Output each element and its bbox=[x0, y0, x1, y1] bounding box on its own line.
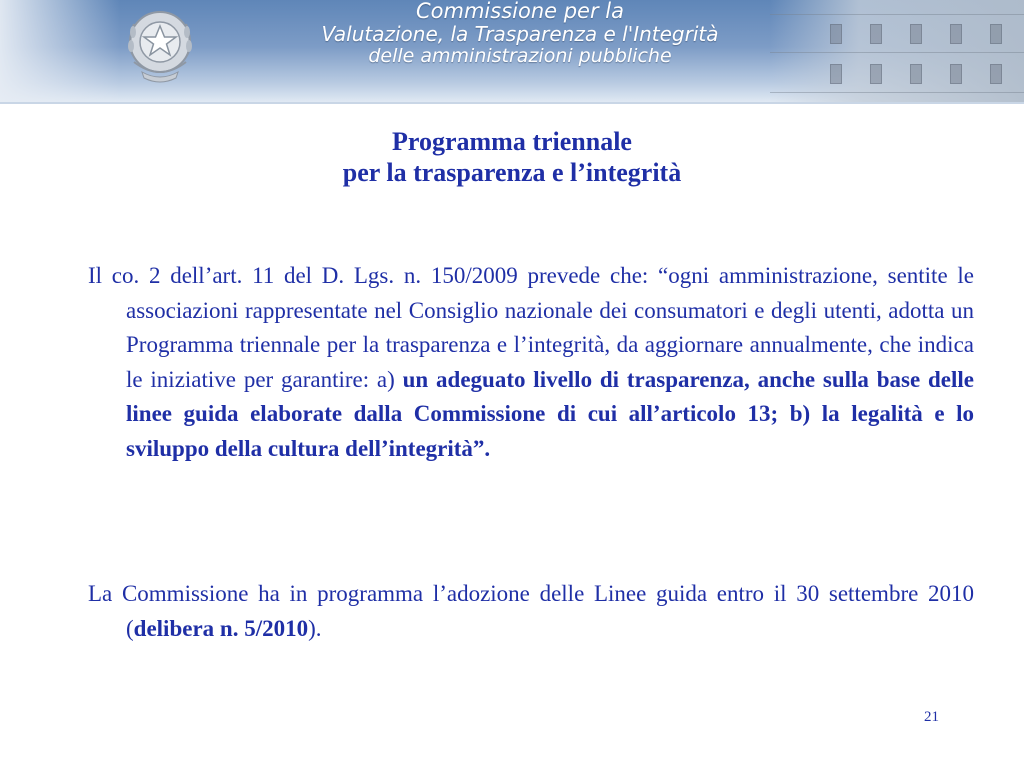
paragraph-law-text: Il co. 2 dell’art. 11 del D. Lgs. n. 150/2009 prevede che: “ogni amministrazione, sentite le associazioni rappresentate nel Consiglio nazionale dei consumatori e degli utenti, adotta un Programma triennale per la trasparenza e l’integrità, da aggiornare annualmente, che indica le iniziative per garantire: a) bbox=[88, 263, 974, 392]
page-number: 21 bbox=[924, 709, 939, 725]
commission-name-line1: Commissione per la bbox=[416, 0, 624, 23]
paragraph-guidelines-text: La Commissione ha in programma l’adozione delle Linee guida entro il 30 settembre 2010 ( bbox=[88, 581, 974, 641]
italian-republic-emblem-icon bbox=[120, 2, 200, 88]
commission-name bbox=[300, 0, 740, 67]
paragraph-law-reference bbox=[88, 259, 974, 466]
header-banner bbox=[0, 0, 1024, 104]
commission-name-line3: delle amministrazioni pubbliche bbox=[368, 45, 672, 67]
resolution-reference: delibera n. 5/2010 bbox=[133, 615, 309, 641]
paragraph-guidelines bbox=[88, 577, 974, 646]
paragraph-law-bold-text: un adeguato livello di trasparenza, anche sulla base delle linee guida elaborate dalla Commissione di cui all’articolo 13; b) la legalità e lo sviluppo della cultura dell’integrità”. bbox=[126, 366, 974, 461]
banner-fade bbox=[0, 0, 120, 104]
slide-title bbox=[0, 126, 1024, 188]
slide-title-line2: per la trasparenza e l’integrità bbox=[342, 158, 682, 187]
building-facade-icon bbox=[770, 0, 1024, 104]
slide-title-line1: Programma triennale bbox=[392, 127, 632, 156]
commission-name-line2: Valutazione, la Trasparenza e l'Integrità bbox=[321, 22, 719, 46]
paragraph-guidelines-end: ). bbox=[308, 615, 322, 641]
